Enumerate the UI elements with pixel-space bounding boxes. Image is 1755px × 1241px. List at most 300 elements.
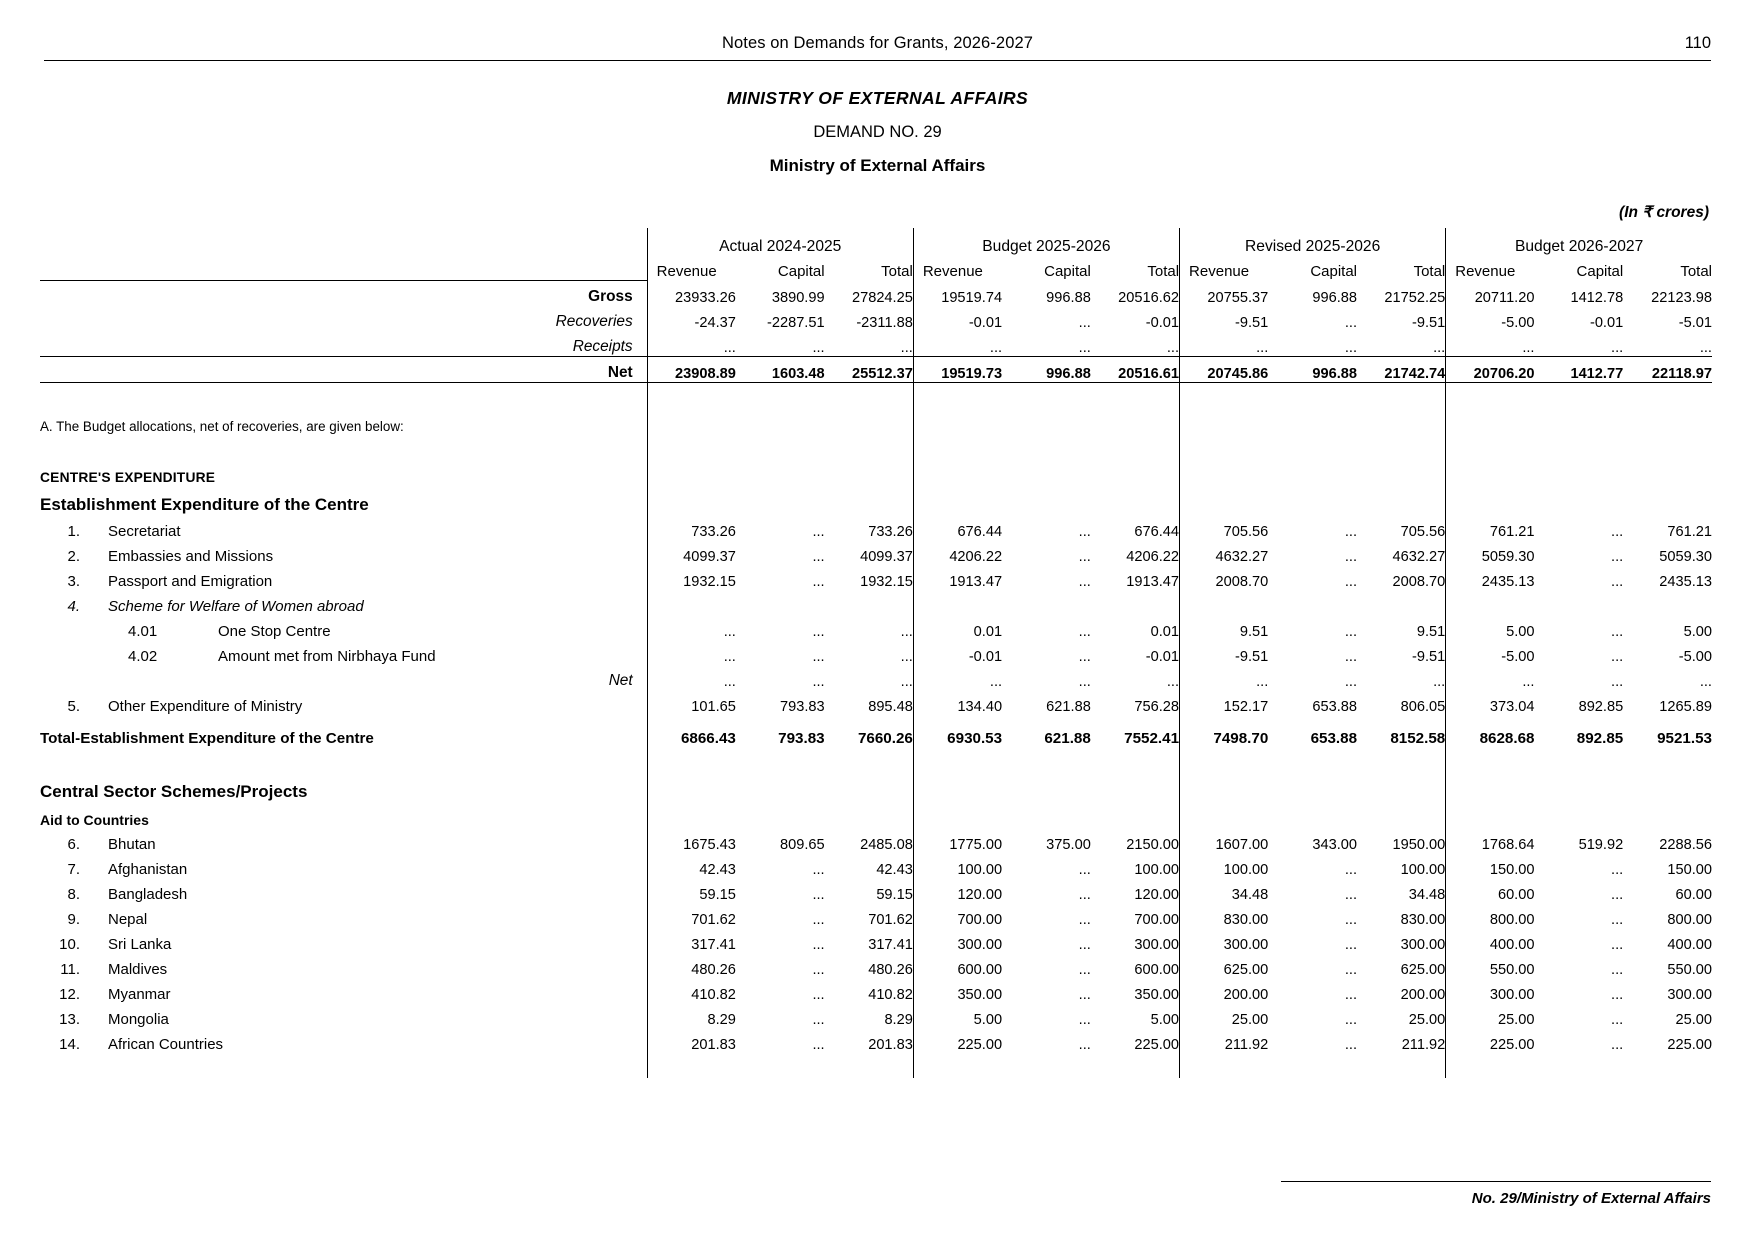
- table-cell: 8.29: [884, 1011, 913, 1028]
- table-row: [40, 853, 1712, 878]
- row-text: Passport and Emigration: [108, 572, 273, 590]
- table-cell: [647, 459, 736, 485]
- table-cell: 300.00: [1180, 928, 1269, 953]
- table-row: [40, 1028, 1712, 1053]
- footer-divider: [1281, 1181, 1711, 1182]
- table-cell: [1268, 747, 1357, 772]
- demand-name: Ministry of External Affairs: [769, 156, 986, 175]
- table-cell: [913, 408, 1002, 434]
- table-cell: [825, 408, 914, 434]
- table-cell: [825, 382, 914, 408]
- table-cell: 350.00: [913, 978, 1002, 1003]
- table-cell: ...: [1611, 548, 1624, 565]
- column-subheader: Total: [1147, 263, 1180, 280]
- table-cell: 996.88: [1046, 289, 1091, 306]
- table-row: [40, 828, 1712, 853]
- table-cell: 996.88: [1312, 289, 1358, 306]
- table-cell: ...: [1078, 573, 1091, 590]
- table-cell: [1534, 747, 1623, 772]
- row-label: [40, 878, 647, 903]
- table-cell: [825, 747, 914, 772]
- table-cell: 2008.70: [1392, 573, 1446, 590]
- table-cell: 653.88: [1310, 729, 1358, 747]
- table-cell: [1180, 590, 1269, 615]
- row-number: 14.: [59, 1035, 80, 1053]
- table-cell: -9.51: [1411, 648, 1446, 665]
- table-cell: 9.51: [1416, 623, 1446, 640]
- table-cell: 809.65: [779, 836, 825, 853]
- table-cell: 830.00: [1180, 903, 1269, 928]
- column-group-header: Revised 2025-2026: [1180, 228, 1446, 256]
- table-cell: 8.29: [647, 1003, 736, 1028]
- table-cell: 225.00: [1667, 1036, 1712, 1053]
- table-cell: 793.83: [779, 698, 825, 715]
- table-cell: [647, 747, 736, 772]
- table-cell: 1932.15: [647, 565, 736, 590]
- table-cell: ...: [1344, 911, 1358, 928]
- table-cell: ...: [1078, 986, 1091, 1003]
- table-cell: 120.00: [1134, 886, 1180, 903]
- table-cell: ...: [1344, 886, 1358, 903]
- spacer-cell: [40, 747, 647, 772]
- table-cell: 100.00: [1180, 853, 1269, 878]
- table-cell: 5.00: [1446, 615, 1535, 640]
- table-cell: 625.00: [1180, 953, 1269, 978]
- section-caption-row: [40, 459, 1712, 485]
- row-text: Afghanistan: [108, 860, 188, 878]
- table-cell: [736, 382, 825, 408]
- table-cell: 600.00: [913, 953, 1002, 978]
- table-cell: 800.00: [1667, 911, 1712, 928]
- row-number: 10.: [59, 935, 80, 953]
- table-cell: [913, 434, 1002, 459]
- row-text: One Stop Centre: [218, 622, 331, 640]
- table-cell: ...: [1078, 623, 1091, 640]
- table-cell: [1446, 772, 1535, 802]
- table-row: [40, 640, 1712, 665]
- table-cell: [1446, 802, 1535, 828]
- column-subheader: Revenue: [647, 256, 736, 280]
- table-cell: ...: [1344, 1011, 1358, 1028]
- table-cell: 892.85: [1576, 729, 1624, 747]
- table-cell: ...: [913, 331, 1002, 357]
- table-cell: 2435.13: [1446, 565, 1535, 590]
- table-cell: ...: [1611, 523, 1624, 540]
- table-cell: 25.00: [1446, 1003, 1535, 1028]
- table-cell: ...: [1344, 961, 1358, 978]
- table-cell: 676.44: [913, 515, 1002, 540]
- table-cell: ...: [812, 986, 825, 1003]
- table-cell: 733.26: [868, 523, 913, 540]
- table-cell: ...: [647, 615, 736, 640]
- table-cell: 373.04: [1446, 690, 1535, 715]
- table-cell: [913, 1053, 1002, 1078]
- table-cell: 400.00: [1667, 936, 1712, 953]
- table-cell: ...: [1611, 936, 1624, 953]
- table-row: [40, 540, 1712, 565]
- table-cell: ...: [1078, 861, 1091, 878]
- table-cell: -9.51: [1411, 314, 1446, 331]
- table-cell: 1603.48: [736, 356, 825, 382]
- summary-row-label: Recoveries: [555, 312, 633, 330]
- table-cell: 20516.62: [1118, 289, 1180, 306]
- table-cell: 4632.27: [1180, 540, 1269, 565]
- table-cell: -0.01: [1145, 648, 1180, 665]
- table-cell: 1412.77: [1534, 356, 1623, 382]
- table-cell: ...: [1166, 673, 1180, 690]
- table-cell: 19519.74: [913, 280, 1002, 306]
- table-cell: [1534, 802, 1623, 828]
- row-label: [40, 953, 647, 978]
- table-cell: 134.40: [913, 690, 1002, 715]
- units-label: (In ₹ crores): [1619, 204, 1709, 221]
- table-row: [40, 565, 1712, 590]
- table-cell: ...: [913, 665, 1002, 690]
- table-cell: 0.01: [1150, 623, 1180, 640]
- table-cell: [1357, 485, 1446, 515]
- table-cell: 756.28: [1134, 698, 1180, 715]
- table-cell: 42.43: [876, 861, 913, 878]
- table-cell: ...: [1078, 911, 1091, 928]
- table-cell: -24.37: [647, 306, 736, 331]
- row-label: [40, 640, 647, 665]
- table-cell: 5.00: [1683, 623, 1712, 640]
- table-cell: 625.00: [1400, 961, 1446, 978]
- table-cell: -5.01: [1678, 314, 1712, 331]
- table-cell: [825, 485, 914, 515]
- table-cell: 100.00: [913, 853, 1002, 878]
- spacer-cell: [40, 256, 647, 280]
- table-cell: 21752.25: [1384, 289, 1446, 306]
- table-cell: [1446, 408, 1535, 434]
- table-cell: [647, 802, 736, 828]
- table-cell: [913, 772, 1002, 802]
- table-cell: ...: [1344, 936, 1358, 953]
- table-cell: [1446, 382, 1535, 408]
- summary-row-label: Receipts: [572, 337, 633, 355]
- table-cell: ...: [900, 339, 913, 356]
- table-cell: 4632.27: [1392, 548, 1446, 565]
- table-cell: ...: [1344, 548, 1358, 565]
- table-cell: [1623, 747, 1712, 772]
- table-cell: ...: [812, 1036, 825, 1053]
- table-cell: 793.83: [778, 729, 825, 747]
- table-cell: 300.00: [1134, 936, 1180, 953]
- page-footer: [1281, 1181, 1711, 1207]
- table-cell: -9.51: [1180, 640, 1269, 665]
- table-row: [40, 953, 1712, 978]
- table-cell: 806.05: [1400, 698, 1446, 715]
- table-cell: [1180, 772, 1269, 802]
- table-cell: 700.00: [913, 903, 1002, 928]
- column-subheader: Capital: [1044, 263, 1091, 280]
- table-cell: 701.62: [647, 903, 736, 928]
- table-cell: 2150.00: [1126, 836, 1180, 853]
- table-cell: [1268, 459, 1357, 485]
- spacer-row: [40, 434, 1712, 459]
- table-cell: [1091, 802, 1180, 828]
- row-label: [40, 1003, 647, 1028]
- table-cell: 375.00: [1046, 836, 1091, 853]
- table-cell: 2288.56: [1659, 836, 1712, 853]
- summary-row-label: Net: [40, 356, 647, 382]
- table-row: [40, 903, 1712, 928]
- table-cell: ...: [812, 339, 825, 356]
- spacer-row: [40, 747, 1712, 772]
- row-text: Mongolia: [108, 1010, 169, 1028]
- table-cell: ...: [1078, 648, 1091, 665]
- table-cell: ...: [900, 673, 913, 690]
- table-cell: 25.00: [1180, 1003, 1269, 1028]
- table-cell: -0.01: [913, 306, 1002, 331]
- table-cell: 621.88: [1044, 729, 1091, 747]
- table-cell: 9.51: [1180, 615, 1269, 640]
- table-cell: [1268, 408, 1357, 434]
- table-cell: 705.56: [1400, 523, 1446, 540]
- table-cell: -0.01: [913, 640, 1002, 665]
- table-cell: [1357, 802, 1446, 828]
- table-cell: 20706.20: [1446, 356, 1535, 382]
- row-number: 8.: [67, 885, 80, 903]
- table-cell: ...: [647, 665, 736, 690]
- table-cell: ...: [1611, 573, 1624, 590]
- row-text: Sri Lanka: [108, 935, 172, 953]
- row-number: 6.: [67, 835, 80, 853]
- table-cell: 343.00: [1312, 836, 1358, 853]
- table-cell: 4099.37: [647, 540, 736, 565]
- table-cell: [913, 590, 1002, 615]
- budget-table: [40, 228, 1712, 1078]
- table-cell: ...: [1078, 886, 1091, 903]
- table-cell: [1091, 485, 1180, 515]
- row-label: [40, 540, 647, 565]
- table-row: [40, 615, 1712, 640]
- table-cell: [1623, 382, 1712, 408]
- table-cell: ...: [647, 640, 736, 665]
- table-cell: [1268, 772, 1357, 802]
- table-cell: [1446, 1053, 1535, 1078]
- row-number: 12.: [59, 985, 80, 1003]
- table-cell: 1913.47: [913, 565, 1002, 590]
- table-cell: 676.44: [1134, 523, 1180, 540]
- table-cell: 101.65: [647, 690, 736, 715]
- table-cell: 120.00: [913, 878, 1002, 903]
- page-header: [44, 34, 1711, 64]
- table-cell: ...: [1611, 911, 1624, 928]
- header-divider: [44, 60, 1711, 61]
- table-cell: [1623, 459, 1712, 485]
- table-cell: 7660.26: [857, 729, 913, 747]
- section-header-row: [40, 772, 1712, 802]
- table-cell: 34.48: [1180, 878, 1269, 903]
- table-row: [40, 878, 1712, 903]
- table-cell: ...: [1344, 673, 1358, 690]
- row-text: Myanmar: [108, 985, 171, 1003]
- table-cell: [1180, 382, 1269, 408]
- table-cell: 1675.43: [647, 828, 736, 853]
- table-cell: [1091, 747, 1180, 772]
- table-cell: [1534, 459, 1623, 485]
- table-cell: 150.00: [1446, 853, 1535, 878]
- table-cell: ...: [812, 911, 825, 928]
- table-row: [40, 928, 1712, 953]
- table-cell: ...: [1611, 623, 1624, 640]
- table-cell: [1446, 590, 1535, 615]
- section-centre-expenditure: CENTRE'S EXPENDITURE: [40, 469, 216, 485]
- table-cell: -2311.88: [856, 314, 913, 331]
- section-establishment-expenditure: Establishment Expenditure of the Centre: [40, 494, 369, 514]
- spacer-cell: [40, 228, 647, 256]
- column-group-header: Budget 2025-2026: [913, 228, 1179, 256]
- table-cell: [1357, 459, 1446, 485]
- table-cell: -2287.51: [766, 314, 825, 331]
- table-cell: 410.82: [647, 978, 736, 1003]
- column-subheader: Total: [881, 263, 913, 280]
- row-number: 7.: [67, 860, 80, 878]
- table-cell: [647, 485, 736, 515]
- table-cell: [1180, 434, 1269, 459]
- table-cell: 800.00: [1446, 903, 1535, 928]
- table-cell: 1775.00: [913, 828, 1002, 853]
- table-cell: [913, 382, 1002, 408]
- table-cell: ...: [1180, 331, 1269, 357]
- table-cell: 705.56: [1180, 515, 1269, 540]
- table-cell: ...: [1699, 339, 1712, 356]
- table-cell: [736, 434, 825, 459]
- table-cell: 22123.98: [1651, 289, 1712, 306]
- table-cell: ...: [812, 886, 825, 903]
- table-cell: ...: [1344, 648, 1358, 665]
- table-cell: 300.00: [1667, 986, 1712, 1003]
- column-subheader: Capital: [1310, 263, 1358, 280]
- header-title: Notes on Demands for Grants, 2026-2027: [721, 34, 1034, 52]
- table-cell: 211.92: [1401, 1036, 1446, 1053]
- table-cell: [1446, 747, 1535, 772]
- table-cell: ...: [647, 331, 736, 357]
- table-cell: ...: [1344, 1036, 1358, 1053]
- table-cell: 300.00: [1446, 978, 1535, 1003]
- table-cell: 600.00: [1134, 961, 1180, 978]
- row-text: Bangladesh: [108, 885, 188, 903]
- table-cell: ...: [1446, 331, 1535, 357]
- table-cell: [1091, 590, 1180, 615]
- table-cell: [1180, 802, 1269, 828]
- table-cell: 621.88: [1046, 698, 1091, 715]
- row-label: [40, 615, 647, 640]
- table-cell: ...: [1699, 673, 1712, 690]
- total-label: Total-Establishment Expenditure of the Centre: [40, 729, 374, 747]
- table-cell: 410.82: [868, 986, 913, 1003]
- table-cell: 4099.37: [860, 548, 913, 565]
- table-cell: ...: [1446, 665, 1535, 690]
- column-group-header: Actual 2024-2025: [647, 228, 913, 256]
- row-label: [40, 690, 647, 715]
- row-text: Bhutan: [108, 835, 156, 853]
- table-cell: [647, 408, 736, 434]
- table-cell: 0.01: [913, 615, 1002, 640]
- summary-row: [40, 331, 1712, 357]
- table-cell: -0.01: [1145, 314, 1180, 331]
- table-cell: [825, 1053, 914, 1078]
- table-cell: [1623, 408, 1712, 434]
- row-number: 4.01: [128, 622, 158, 640]
- table-cell: [736, 485, 825, 515]
- table-cell: ...: [1078, 1011, 1091, 1028]
- row-label: [40, 828, 647, 853]
- table-cell: 22118.97: [1623, 356, 1712, 382]
- table-cell: ...: [1611, 861, 1624, 878]
- table-cell: [1623, 590, 1712, 615]
- table-cell: [825, 459, 914, 485]
- table-cell: -5.00: [1678, 648, 1712, 665]
- table-cell: [1357, 1053, 1446, 1078]
- table-cell: ...: [1344, 573, 1358, 590]
- table-cell: 1932.15: [860, 573, 913, 590]
- table-row: [40, 1003, 1712, 1028]
- subsection-header-row: [40, 802, 1712, 828]
- column-subheader: Capital: [1576, 263, 1624, 280]
- table-cell: [1623, 772, 1712, 802]
- table-cell: [1534, 408, 1623, 434]
- row-label: [40, 1028, 647, 1053]
- table-cell: 350.00: [1134, 986, 1180, 1003]
- row-number: 5.: [67, 697, 80, 715]
- table-cell: [913, 747, 1002, 772]
- table-cell: 2485.08: [860, 836, 913, 853]
- table-cell: 21742.74: [1357, 356, 1446, 382]
- table-cell: 1412.78: [1570, 289, 1624, 306]
- row-number: 3.: [67, 572, 80, 590]
- table-cell: [1180, 485, 1269, 515]
- row-text: Maldives: [108, 960, 168, 978]
- table-cell: [647, 434, 736, 459]
- table-cell: [1180, 1053, 1269, 1078]
- table-cell: [825, 772, 914, 802]
- table-cell: [1002, 590, 1091, 615]
- row-text: Nepal: [108, 910, 148, 928]
- row-label: [40, 978, 647, 1003]
- table-cell: [1268, 802, 1357, 828]
- footer-text: No. 29/Ministry of External Affairs: [1471, 1190, 1711, 1207]
- table-cell: [1091, 382, 1180, 408]
- table-cell: 1265.89: [1659, 698, 1712, 715]
- note-text: A. The Budget allocations, net of recoveries, are given below:: [40, 418, 404, 434]
- table-cell: 733.26: [647, 515, 736, 540]
- column-subheader: Capital: [777, 263, 825, 280]
- table-row: [40, 590, 1712, 615]
- table-cell: 550.00: [1667, 961, 1712, 978]
- table-cell: 3890.99: [771, 289, 825, 306]
- table-cell: [1534, 382, 1623, 408]
- table-cell: ...: [1344, 861, 1358, 878]
- table-cell: [1534, 434, 1623, 459]
- table-cell: 60.00: [1446, 878, 1535, 903]
- table-cell: [1180, 459, 1269, 485]
- table-cell: [1002, 485, 1091, 515]
- table-cell: ...: [812, 623, 825, 640]
- table-cell: ...: [1433, 339, 1446, 356]
- table-cell: ...: [812, 573, 825, 590]
- table-cell: ...: [1166, 339, 1180, 356]
- row-label: [40, 853, 647, 878]
- table-cell: ...: [1078, 1036, 1091, 1053]
- table-cell: 317.41: [868, 936, 913, 953]
- table-cell: [1268, 434, 1357, 459]
- table-cell: [647, 590, 736, 615]
- table-cell: 5059.30: [1659, 548, 1712, 565]
- table-cell: [1002, 408, 1091, 434]
- table-cell: [1357, 434, 1446, 459]
